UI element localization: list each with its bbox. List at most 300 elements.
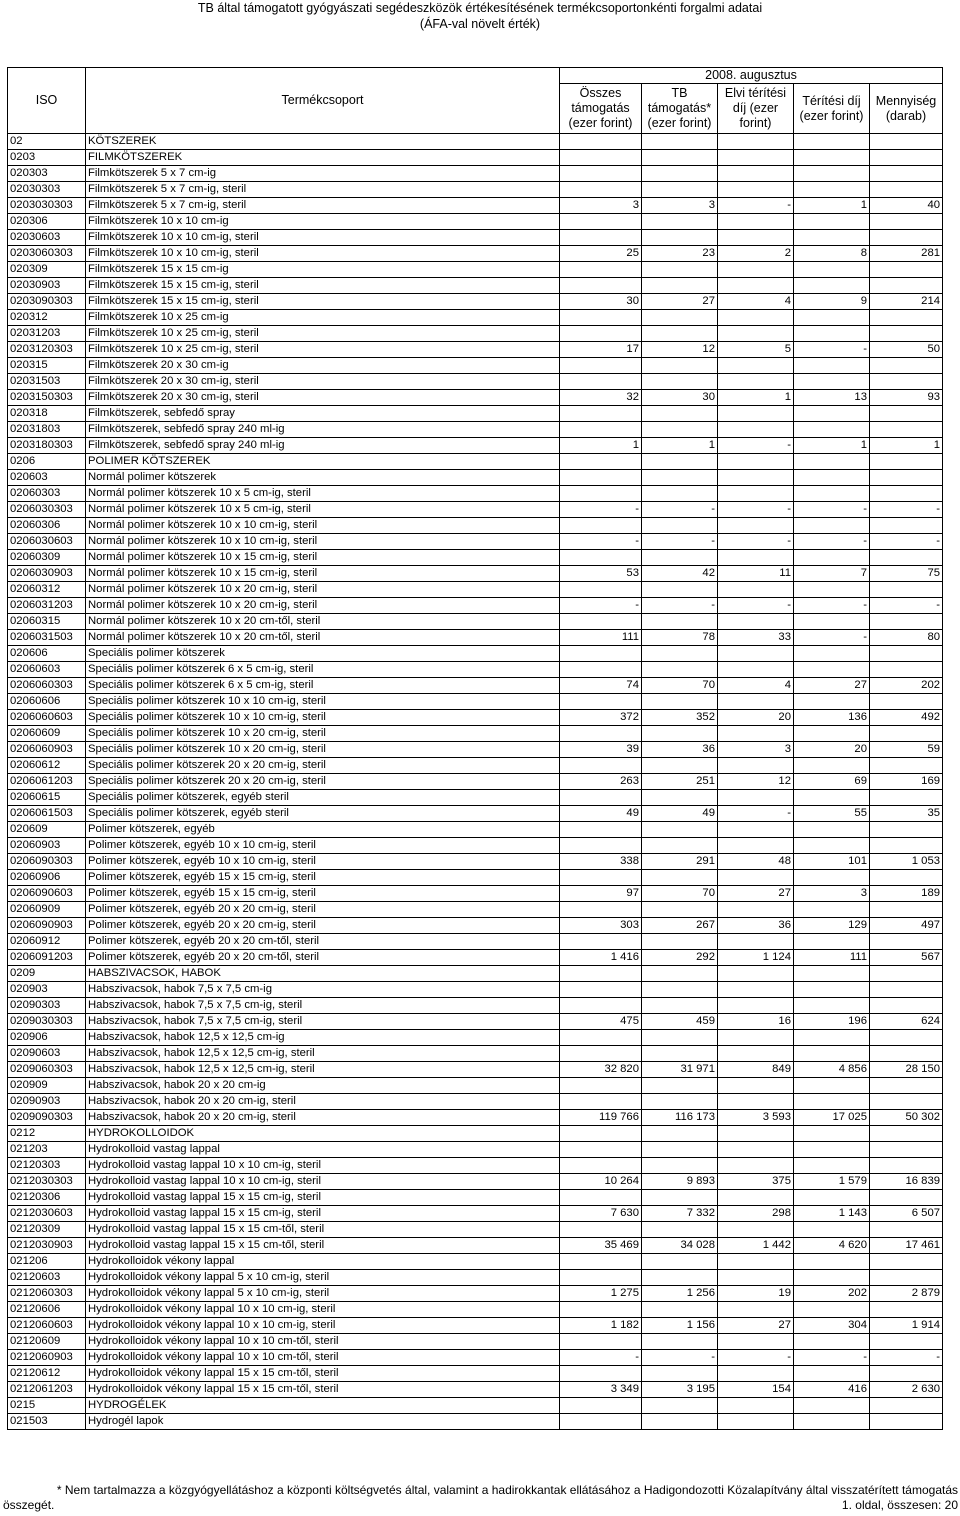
cell-tb-support <box>642 1126 718 1142</box>
cell-total-support <box>560 758 642 774</box>
cell-tb-support: 70 <box>642 678 718 694</box>
cell-product-name: Hydrokolloidok vékony lappal 10 x 10 cm-ig, steril <box>86 1318 560 1334</box>
cell-total-support: 1 416 <box>560 950 642 966</box>
cell-iso-code: 0212030603 <box>8 1206 86 1222</box>
table-row <box>8 518 943 534</box>
cell-theoretical-fee <box>718 614 794 630</box>
table-row <box>8 678 943 694</box>
cell-product-name: Speciális polimer kötszerek 10 x 10 cm-ig, steril <box>86 694 560 710</box>
cell-theoretical-fee: - <box>718 598 794 614</box>
cell-fee <box>794 1046 870 1062</box>
table-row <box>8 726 943 742</box>
cell-tb-support: 1 <box>642 438 718 454</box>
cell-fee: 136 <box>794 710 870 726</box>
cell-iso-code: 0212 <box>8 1126 86 1142</box>
cell-theoretical-fee <box>718 1078 794 1094</box>
cell-tb-support <box>642 582 718 598</box>
cell-iso-code: 0209090303 <box>8 1110 86 1126</box>
cell-iso-code: 0209060303 <box>8 1062 86 1078</box>
cell-quantity <box>870 1190 943 1206</box>
table-row <box>8 198 943 214</box>
cell-theoretical-fee <box>718 454 794 470</box>
cell-theoretical-fee: 375 <box>718 1174 794 1190</box>
cell-iso-code: 0203090303 <box>8 294 86 310</box>
cell-tb-support: - <box>642 598 718 614</box>
cell-quantity: - <box>870 534 943 550</box>
cell-product-name: KÖTSZEREK <box>86 134 560 150</box>
cell-product-name: Hydrokolloid vastag lappal 15 x 15 cm-től, steril <box>86 1222 560 1238</box>
cell-total-support: 97 <box>560 886 642 902</box>
table-body <box>8 134 943 1430</box>
cell-total-support <box>560 1078 642 1094</box>
cell-quantity <box>870 934 943 950</box>
cell-theoretical-fee <box>718 1222 794 1238</box>
cell-tb-support <box>642 790 718 806</box>
cell-product-name: POLIMER KÖTSZEREK <box>86 454 560 470</box>
cell-total-support <box>560 1398 642 1414</box>
cell-total-support: 30 <box>560 294 642 310</box>
cell-fee <box>794 326 870 342</box>
cell-product-name: Polimer kötszerek, egyéb 20 x 20 cm-ig, steril <box>86 918 560 934</box>
cell-product-name: Filmkötszerek 15 x 15 cm-ig, steril <box>86 278 560 294</box>
cell-quantity <box>870 230 943 246</box>
cell-product-name: Speciális polimer kötszerek <box>86 646 560 662</box>
cell-tb-support: 251 <box>642 774 718 790</box>
cell-total-support <box>560 870 642 886</box>
cell-total-support <box>560 454 642 470</box>
cell-quantity: 624 <box>870 1014 943 1030</box>
cell-iso-code: 0206061503 <box>8 806 86 822</box>
cell-iso-code: 02120606 <box>8 1302 86 1318</box>
cell-product-name: Filmkötszerek, sebfedő spray 240 ml-ig <box>86 422 560 438</box>
footnote: * Nem tartalmazza a közgyógyellátáshoz a központi költségvetés által, valamint a hadirokkantak ellátásához a Hadigondozotti Közalapítvány által visszatérített támogatás <box>56 1483 958 1497</box>
cell-iso-code: 021206 <box>8 1254 86 1270</box>
cell-fee: 304 <box>794 1318 870 1334</box>
cell-product-name: Polimer kötszerek, egyéb <box>86 822 560 838</box>
cell-iso-code: 021203 <box>8 1142 86 1158</box>
cell-quantity: 50 302 <box>870 1110 943 1126</box>
cell-theoretical-fee <box>718 1414 794 1430</box>
cell-tb-support: 352 <box>642 710 718 726</box>
cell-total-support <box>560 1334 642 1350</box>
cell-tb-support: - <box>642 502 718 518</box>
table-row <box>8 1142 943 1158</box>
cell-tb-support <box>642 486 718 502</box>
cell-total-support: 10 264 <box>560 1174 642 1190</box>
cell-iso-code: 0206091203 <box>8 950 86 966</box>
table-row <box>8 1094 943 1110</box>
cell-quantity: - <box>870 598 943 614</box>
cell-fee: 13 <box>794 390 870 406</box>
table-row <box>8 838 943 854</box>
cell-product-name: Hydrokolloid vastag lappal 15 x 15 cm-ig, steril <box>86 1206 560 1222</box>
cell-product-name: Filmkötszerek 10 x 25 cm-ig, steril <box>86 342 560 358</box>
cell-tb-support <box>642 214 718 230</box>
cell-theoretical-fee <box>718 902 794 918</box>
cell-theoretical-fee <box>718 518 794 534</box>
cell-theoretical-fee <box>718 166 794 182</box>
cell-tb-support: 3 <box>642 198 718 214</box>
cell-fee <box>794 870 870 886</box>
cell-quantity <box>870 758 943 774</box>
cell-total-support <box>560 150 642 166</box>
cell-quantity <box>870 1334 943 1350</box>
cell-iso-code: 0206061203 <box>8 774 86 790</box>
cell-fee <box>794 902 870 918</box>
cell-quantity <box>870 278 943 294</box>
cell-theoretical-fee: 16 <box>718 1014 794 1030</box>
cell-quantity: 214 <box>870 294 943 310</box>
table-row <box>8 806 943 822</box>
cell-iso-code: 0209030303 <box>8 1014 86 1030</box>
cell-iso-code: 02090303 <box>8 998 86 1014</box>
cell-iso-code: 0206090303 <box>8 854 86 870</box>
cell-iso-code: 020903 <box>8 982 86 998</box>
cell-fee: - <box>794 598 870 614</box>
cell-fee <box>794 662 870 678</box>
cell-product-name: Filmkötszerek 15 x 15 cm-ig <box>86 262 560 278</box>
cell-fee <box>794 262 870 278</box>
cell-product-name: Hydrogél lapok <box>86 1414 560 1430</box>
cell-theoretical-fee <box>718 1366 794 1382</box>
cell-product-name: Filmkötszerek 10 x 25 cm-ig, steril <box>86 326 560 342</box>
cell-fee: 7 <box>794 566 870 582</box>
cell-product-name: Habszivacsok, habok 7,5 x 7,5 cm-ig, steril <box>86 1014 560 1030</box>
table-row <box>8 758 943 774</box>
cell-theoretical-fee <box>718 1270 794 1286</box>
table-row <box>8 886 943 902</box>
cell-iso-code: 0212060603 <box>8 1318 86 1334</box>
cell-product-name: Habszivacsok, habok 20 x 20 cm-ig, steril <box>86 1094 560 1110</box>
col-header-theoretical-fee: Elvi térítési díj (ezer forint) <box>718 84 794 134</box>
cell-iso-code: 020906 <box>8 1030 86 1046</box>
cell-total-support <box>560 166 642 182</box>
table-row <box>8 486 943 502</box>
cell-iso-code: 02060612 <box>8 758 86 774</box>
cell-iso-code: 02060603 <box>8 662 86 678</box>
cell-product-name: HYDROKOLLOIDOK <box>86 1126 560 1142</box>
cell-quantity <box>870 902 943 918</box>
table-row <box>8 1158 943 1174</box>
cell-product-name: Filmkötszerek, sebfedő spray <box>86 406 560 422</box>
cell-iso-code: 02060909 <box>8 902 86 918</box>
cell-theoretical-fee <box>718 1046 794 1062</box>
cell-fee <box>794 486 870 502</box>
cell-fee: - <box>794 534 870 550</box>
cell-product-name: Polimer kötszerek, egyéb 15 x 15 cm-ig, steril <box>86 886 560 902</box>
cell-product-name: Hydrokolloid vastag lappal 10 x 10 cm-ig, steril <box>86 1158 560 1174</box>
table-row <box>8 966 943 982</box>
cell-iso-code: 0203060303 <box>8 246 86 262</box>
cell-theoretical-fee: 298 <box>718 1206 794 1222</box>
cell-iso-code: 0206031503 <box>8 630 86 646</box>
cell-theoretical-fee <box>718 934 794 950</box>
cell-quantity <box>870 358 943 374</box>
cell-quantity <box>870 582 943 598</box>
cell-iso-code: 02120303 <box>8 1158 86 1174</box>
cell-quantity: 1 053 <box>870 854 943 870</box>
cell-tb-support: 459 <box>642 1014 718 1030</box>
table-row <box>8 918 943 934</box>
cell-quantity <box>870 1030 943 1046</box>
cell-tb-support <box>642 838 718 854</box>
cell-total-support: - <box>560 534 642 550</box>
table-row <box>8 1078 943 1094</box>
cell-tb-support <box>642 374 718 390</box>
cell-tb-support <box>642 1094 718 1110</box>
cell-iso-code: 020603 <box>8 470 86 486</box>
cell-quantity: 35 <box>870 806 943 822</box>
cell-quantity <box>870 406 943 422</box>
cell-fee <box>794 1270 870 1286</box>
cell-fee <box>794 694 870 710</box>
cell-fee: 4 620 <box>794 1238 870 1254</box>
data-table <box>7 67 943 1430</box>
cell-iso-code: 0212060903 <box>8 1350 86 1366</box>
cell-fee <box>794 1302 870 1318</box>
cell-product-name: Speciális polimer kötszerek 6 x 5 cm-ig, steril <box>86 662 560 678</box>
cell-product-name: Speciális polimer kötszerek, egyéb steril <box>86 790 560 806</box>
cell-quantity <box>870 966 943 982</box>
table-row <box>8 854 943 870</box>
cell-iso-code: 020909 <box>8 1078 86 1094</box>
table-row <box>8 1126 943 1142</box>
cell-product-name: Hydrokolloid vastag lappal 15 x 15 cm-ig, steril <box>86 1190 560 1206</box>
cell-tb-support <box>642 1078 718 1094</box>
cell-product-name: Filmkötszerek 5 x 7 cm-ig, steril <box>86 182 560 198</box>
cell-total-support: 1 <box>560 438 642 454</box>
cell-quantity <box>870 166 943 182</box>
cell-fee <box>794 614 870 630</box>
cell-total-support <box>560 726 642 742</box>
cell-fee <box>794 1030 870 1046</box>
cell-fee <box>794 982 870 998</box>
cell-iso-code: 0203150303 <box>8 390 86 406</box>
cell-theoretical-fee <box>718 486 794 502</box>
cell-tb-support: 1 256 <box>642 1286 718 1302</box>
cell-quantity <box>870 1414 943 1430</box>
table-row <box>8 1350 943 1366</box>
cell-fee <box>794 934 870 950</box>
cell-fee: 9 <box>794 294 870 310</box>
cell-total-support <box>560 614 642 630</box>
cell-tb-support: 12 <box>642 342 718 358</box>
cell-total-support <box>560 998 642 1014</box>
cell-product-name: Normál polimer kötszerek 10 x 15 cm-ig, steril <box>86 566 560 582</box>
cell-quantity <box>870 214 943 230</box>
cell-fee <box>794 1190 870 1206</box>
cell-total-support: 25 <box>560 246 642 262</box>
cell-product-name: Filmkötszerek 20 x 30 cm-ig <box>86 358 560 374</box>
cell-total-support: 372 <box>560 710 642 726</box>
cell-product-name: Polimer kötszerek, egyéb 20 x 20 cm-től, steril <box>86 934 560 950</box>
table-row <box>8 822 943 838</box>
cell-tb-support <box>642 518 718 534</box>
table-row <box>8 1254 943 1270</box>
table-row <box>8 214 943 230</box>
table-row <box>8 1382 943 1398</box>
cell-iso-code: 02030603 <box>8 230 86 246</box>
cell-total-support <box>560 470 642 486</box>
cell-quantity: 492 <box>870 710 943 726</box>
table-row <box>8 582 943 598</box>
cell-tb-support: 27 <box>642 294 718 310</box>
cell-fee: - <box>794 1350 870 1366</box>
table-row <box>8 262 943 278</box>
cell-total-support: - <box>560 1350 642 1366</box>
footnote-continued: összegét. <box>3 1498 55 1512</box>
cell-iso-code: 02030303 <box>8 182 86 198</box>
cell-total-support <box>560 326 642 342</box>
cell-total-support: 111 <box>560 630 642 646</box>
cell-theoretical-fee: 27 <box>718 1318 794 1334</box>
cell-fee <box>794 454 870 470</box>
cell-theoretical-fee <box>718 422 794 438</box>
cell-tb-support: - <box>642 534 718 550</box>
cell-theoretical-fee: - <box>718 502 794 518</box>
cell-total-support <box>560 646 642 662</box>
cell-fee: - <box>794 630 870 646</box>
cell-theoretical-fee <box>718 374 794 390</box>
cell-product-name: Habszivacsok, habok 7,5 x 7,5 cm-ig, steril <box>86 998 560 1014</box>
cell-fee <box>794 550 870 566</box>
cell-tb-support <box>642 662 718 678</box>
table-row <box>8 742 943 758</box>
table-row <box>8 374 943 390</box>
cell-quantity: 28 150 <box>870 1062 943 1078</box>
cell-total-support <box>560 278 642 294</box>
cell-quantity <box>870 422 943 438</box>
cell-iso-code: 02060303 <box>8 486 86 502</box>
cell-fee <box>794 1142 870 1158</box>
table-row <box>8 326 943 342</box>
cell-total-support: 49 <box>560 806 642 822</box>
cell-tb-support: 267 <box>642 918 718 934</box>
cell-theoretical-fee: 3 593 <box>718 1110 794 1126</box>
col-header-tb-support: TB támogatás* (ezer forint) <box>642 84 718 134</box>
table-row <box>8 710 943 726</box>
cell-iso-code: 0212060303 <box>8 1286 86 1302</box>
cell-fee <box>794 646 870 662</box>
cell-theoretical-fee <box>718 1302 794 1318</box>
cell-fee <box>794 310 870 326</box>
cell-tb-support <box>642 982 718 998</box>
cell-quantity <box>870 470 943 486</box>
cell-fee: - <box>794 342 870 358</box>
cell-total-support: 74 <box>560 678 642 694</box>
cell-quantity <box>870 1254 943 1270</box>
cell-tb-support <box>642 1414 718 1430</box>
cell-iso-code: 020303 <box>8 166 86 182</box>
cell-tb-support: 7 332 <box>642 1206 718 1222</box>
cell-total-support: - <box>560 502 642 518</box>
table-row <box>8 1110 943 1126</box>
cell-quantity: 50 <box>870 342 943 358</box>
cell-iso-code: 0203030303 <box>8 198 86 214</box>
cell-total-support <box>560 934 642 950</box>
cell-fee: 202 <box>794 1286 870 1302</box>
cell-product-name: Hydrokolloidok vékony lappal 10 x 10 cm-ig, steril <box>86 1302 560 1318</box>
cell-quantity <box>870 518 943 534</box>
cell-quantity: 202 <box>870 678 943 694</box>
cell-product-name: Hydrokolloidok vékony lappal 10 x 10 cm-től, steril <box>86 1334 560 1350</box>
cell-total-support <box>560 214 642 230</box>
cell-theoretical-fee <box>718 214 794 230</box>
cell-quantity <box>870 998 943 1014</box>
cell-quantity <box>870 486 943 502</box>
cell-product-name: Filmkötszerek 20 x 30 cm-ig, steril <box>86 390 560 406</box>
cell-quantity <box>870 1142 943 1158</box>
cell-quantity <box>870 694 943 710</box>
cell-theoretical-fee: 154 <box>718 1382 794 1398</box>
cell-product-name: Normál polimer kötszerek 10 x 20 cm-től, steril <box>86 614 560 630</box>
table-row <box>8 502 943 518</box>
cell-tb-support <box>642 230 718 246</box>
cell-quantity <box>870 374 943 390</box>
table-row <box>8 182 943 198</box>
cell-quantity: 6 507 <box>870 1206 943 1222</box>
cell-quantity: 2 630 <box>870 1382 943 1398</box>
cell-theoretical-fee <box>718 358 794 374</box>
cell-total-support <box>560 1126 642 1142</box>
cell-iso-code: 02060906 <box>8 870 86 886</box>
cell-fee: 27 <box>794 678 870 694</box>
cell-fee <box>794 726 870 742</box>
cell-product-name: Hydrokolloidok vékony lappal 15 x 15 cm-től, steril <box>86 1366 560 1382</box>
cell-theoretical-fee <box>718 870 794 886</box>
cell-total-support <box>560 262 642 278</box>
cell-iso-code: 0212030303 <box>8 1174 86 1190</box>
cell-quantity <box>870 1302 943 1318</box>
cell-quantity: 16 839 <box>870 1174 943 1190</box>
cell-product-name: Habszivacsok, habok 7,5 x 7,5 cm-ig <box>86 982 560 998</box>
table-row <box>8 1014 943 1030</box>
cell-theoretical-fee <box>718 134 794 150</box>
cell-quantity: 2 879 <box>870 1286 943 1302</box>
cell-theoretical-fee <box>718 470 794 486</box>
cell-quantity <box>870 326 943 342</box>
cell-theoretical-fee <box>718 1030 794 1046</box>
cell-product-name: Speciális polimer kötszerek 10 x 20 cm-ig, steril <box>86 726 560 742</box>
cell-product-name: Normál polimer kötszerek 10 x 10 cm-ig, steril <box>86 534 560 550</box>
table-row <box>8 790 943 806</box>
cell-quantity <box>870 1078 943 1094</box>
cell-iso-code: 02060306 <box>8 518 86 534</box>
cell-iso-code: 02060309 <box>8 550 86 566</box>
cell-fee <box>794 1158 870 1174</box>
cell-quantity: 1 <box>870 438 943 454</box>
cell-tb-support: 70 <box>642 886 718 902</box>
cell-quantity <box>870 1126 943 1142</box>
cell-total-support: 3 349 <box>560 1382 642 1398</box>
cell-fee <box>794 1126 870 1142</box>
cell-product-name: Normál polimer kötszerek 10 x 10 cm-ig, steril <box>86 518 560 534</box>
cell-theoretical-fee <box>718 1094 794 1110</box>
cell-total-support <box>560 1094 642 1110</box>
cell-total-support: 53 <box>560 566 642 582</box>
cell-iso-code: 02120603 <box>8 1270 86 1286</box>
cell-iso-code: 0203120303 <box>8 342 86 358</box>
cell-product-name: Polimer kötszerek, egyéb 20 x 20 cm-től, steril <box>86 950 560 966</box>
cell-theoretical-fee: 20 <box>718 710 794 726</box>
cell-total-support <box>560 902 642 918</box>
cell-tb-support <box>642 998 718 1014</box>
table-row <box>8 534 943 550</box>
cell-iso-code: 0206060903 <box>8 742 86 758</box>
cell-iso-code: 0206060303 <box>8 678 86 694</box>
table-row <box>8 246 943 262</box>
cell-quantity: 59 <box>870 742 943 758</box>
